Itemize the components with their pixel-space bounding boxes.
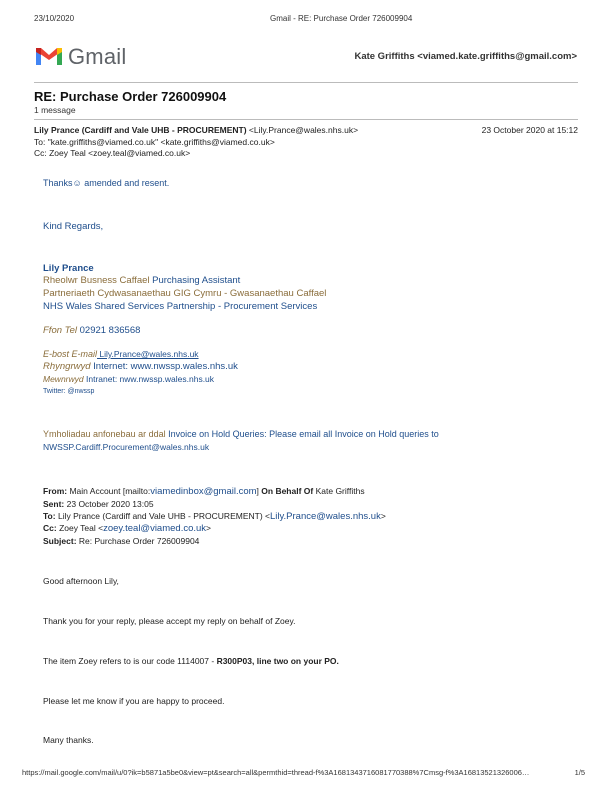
internet-label: Rhyngrwyd (43, 361, 91, 372)
english-title: Purchasing Assistant (152, 275, 241, 286)
fwd-subject-label: Subject: (43, 536, 77, 546)
signature-welsh-org: Partneriaeth Cydwasanaethau GIG Cymru - Gwasanaethau Caffael (43, 288, 327, 299)
body-p2-bold: R300P03, line two on your PO. (216, 656, 339, 666)
thread-subject: RE: Purchase Order 726009904 (34, 89, 227, 104)
thanks-rest: amended and resent. (81, 178, 170, 188)
signature-twitter[interactable]: Twitter: @nwssp (43, 388, 95, 395)
email-label: E-bost E-mail (43, 349, 98, 359)
body-closing: Many thanks. (43, 735, 94, 745)
body-paragraph-1: Thank you for your reply, please accept my reply on behalf of Zoey. (43, 616, 296, 626)
fwd-to-link[interactable]: Lily.Prance@wales.nhs.uk (269, 511, 381, 522)
fwd-from (43, 486, 365, 497)
fwd-to-pre: Lily Prance (Cardiff and Vale UHB - PROCUREMENT) < (57, 511, 270, 521)
body-greeting: Good afternoon Lily, (43, 576, 119, 586)
fwd-sent (43, 499, 154, 509)
sender-email[interactable]: <Lily.Prance@wales.nhs.uk> (248, 125, 359, 135)
signature-title (43, 275, 240, 286)
reply-thanks (43, 178, 169, 188)
header-divider (34, 82, 578, 83)
reply-regards: Kind Regards, (43, 221, 104, 232)
signature-internet (43, 361, 238, 372)
fwd-to-label: To: (43, 511, 56, 521)
email-link[interactable]: Lily.Prance@wales.nhs.uk (97, 349, 199, 359)
phone-label: Ffon Tel (43, 325, 77, 336)
fwd-cc-post: > (206, 523, 212, 533)
footer-page-number: 1/5 (574, 768, 585, 777)
internet-link[interactable]: Internet: www.nwssp.wales.nhs.uk (93, 361, 238, 372)
signature-intranet (43, 374, 214, 384)
message-date: 23 October 2020 at 15:12 (481, 125, 578, 135)
fwd-sent-value: 23 October 2020 13:05 (66, 499, 154, 509)
welsh-title: Rheolwr Busness Caffael (43, 275, 150, 286)
message-count: 1 message (34, 105, 76, 115)
account-label: Kate Griffiths <viamed.kate.griffiths@gmail.com> (354, 51, 577, 62)
gmail-logo-icon[interactable] (35, 44, 63, 71)
footer-url: https://mail.google.com/mail/u/0?ik=b5871a5be0&view=pt&search=all&permthid=thread-f%3A1681343716081770388%7Cmsg-f%3A16813521326006… (22, 768, 530, 777)
invoice-english: Invoice on Hold Queries: Please email all Invoice on Hold queries to (168, 429, 439, 439)
invoice-welsh: Ymholiadau anfonebau ar ddal (43, 429, 166, 439)
signature-english-org: NHS Wales Shared Services Partnership - Procurement Services (43, 301, 318, 312)
sender-name: Lily Prance (Cardiff and Vale UHB - PROCUREMENT) (34, 125, 247, 135)
fwd-from-pre: Main Account [mailto: (69, 486, 151, 496)
fwd-cc (43, 523, 211, 534)
fwd-sent-label: Sent: (43, 499, 65, 509)
message-to: To: "kate.griffiths@viamed.co.uk" <kate.griffiths@viamed.co.uk> (34, 137, 275, 147)
body-paragraph-3: Please let me know if you are happy to proceed. (43, 696, 225, 706)
fwd-subject-value: Re: Purchase Order 726009904 (78, 536, 200, 546)
fwd-cc-label: Cc: (43, 523, 57, 533)
thanks-text: Thanks (43, 178, 73, 188)
gmail-logo-text: Gmail (68, 44, 127, 69)
fwd-from-mid: ] (256, 486, 262, 496)
body-p2-text: The item Zoey refers to is our code 1114007 - (43, 656, 217, 666)
fwd-to-post: > (380, 511, 386, 521)
print-title: Gmail - RE: Purchase Order 726009904 (270, 14, 413, 23)
intranet-link[interactable]: Intranet: nww.nwssp.wales.nhs.uk (86, 374, 215, 384)
phone-number: 02921 836568 (79, 325, 141, 336)
fwd-cc-link[interactable]: zoey.teal@viamed.co.uk (103, 523, 207, 534)
message-from (34, 125, 358, 135)
fwd-subject (43, 536, 199, 546)
print-date: 23/10/2020 (34, 14, 75, 23)
signature-phone (43, 325, 140, 336)
intranet-label: Mewnrwyd (43, 374, 84, 384)
message-cc: Cc: Zoey Teal <zoey.teal@viamed.co.uk> (34, 148, 191, 158)
fwd-to (43, 511, 386, 522)
body-paragraph-2 (43, 656, 339, 666)
fwd-cc-pre: Zoey Teal < (59, 523, 104, 533)
smiley-icon: ☺ (72, 178, 82, 188)
signature-invoice (43, 429, 439, 439)
fwd-from-behalf: On Behalf Of (261, 486, 314, 496)
fwd-from-link[interactable]: viamedinbox@gmail.com (150, 486, 257, 497)
fwd-from-label: From: (43, 486, 68, 496)
fwd-from-post: Kate Griffiths (313, 486, 365, 496)
signature-email (43, 349, 199, 359)
subject-divider (34, 119, 578, 120)
invoice-email[interactable]: NWSSP.Cardiff.Procurement@wales.nhs.uk (43, 442, 210, 452)
signature-name: Lily Prance (43, 263, 94, 274)
